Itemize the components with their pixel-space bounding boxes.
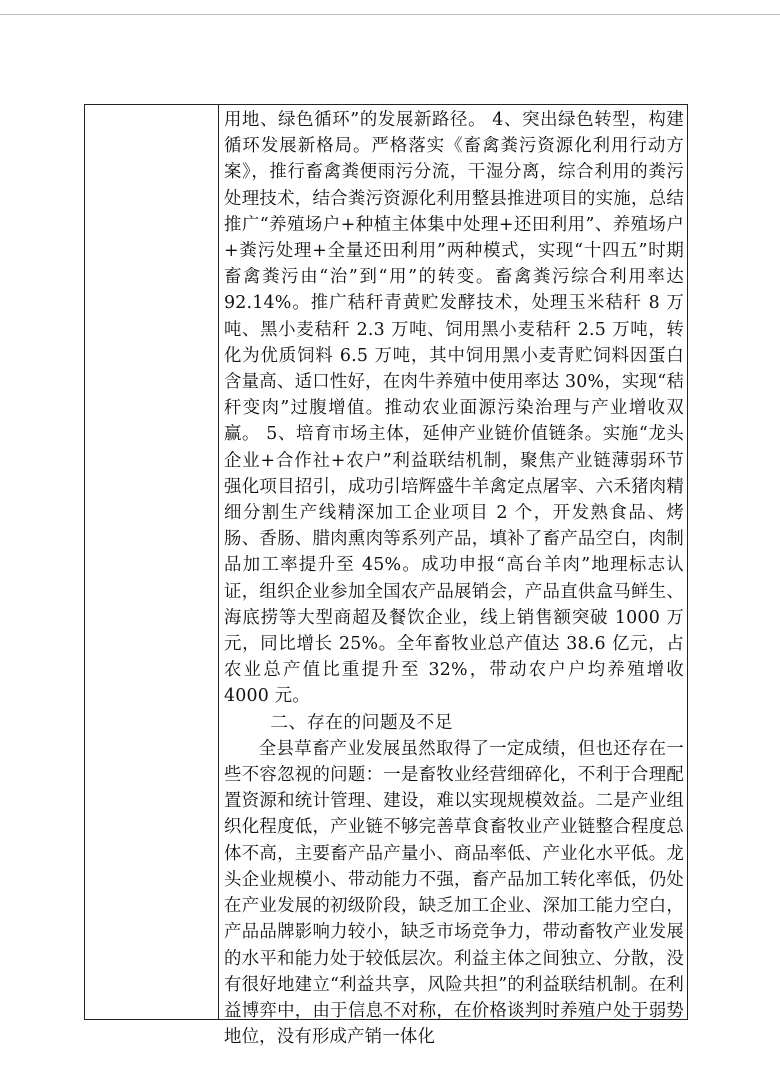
section-heading-problems: 二、存在的问题及不足 — [270, 711, 454, 733]
body-paragraph-problems: 全县草畜产业发展虽然取得了一定成绩，但也还存在一些不容忽视的问题：一是畜牧业经营细碎化，不利于合理配置资源和统计管理、建设，难以实现规模效益。二是产业组织化程度低，产业链不够完善草食畜牧业产业链整合程度总体不高，主要畜产品产量小、商品率低、产业化水平低。龙头企业规模小、带动能力不强，畜产品加工转化率低，仍处在产业发展的初级阶段，缺乏加工企业、深加工能力空白，产品品牌影响力较小，缺乏市场竞争力，带动畜牧产业发展的水平和能力处于较低层次。利益主体之间独立、分散，没有很好地建立“利益共享，风险共担”的利益联结机制。在利益博弈中，由于信息不对称，在价格谈判时养殖户处于弱势地位，没有形成产销一体化 — [224, 738, 684, 1048]
report-form-table — [84, 104, 688, 1048]
table-content-cell — [224, 107, 684, 1050]
table-label-column — [85, 105, 219, 1019]
page-top-rule — [0, 14, 780, 15]
body-paragraph-green-transformation: 用地、绿色循环”的发展新路径。 4、突出绿色转型，构建循环发展新格局。严格落实《畜禽粪污资源化利用行动方案》，推行畜禽粪便雨污分流，干湿分离，综合利用的粪污处理技术，结合粪污资源化利用整县推进项目的实施，总结推广“养殖场户+种植主体集中处理+还田利用”、养殖场户+粪污处理+全量还田利用”两种模式，实现“十四五”时期畜禽粪污由“治”到“用”的转变。畜禽粪污综合利用率达 92.14%。推广秸秆青黄贮发酵技术，处理玉米秸秆 8 万吨、黑小麦秸秆 2.3 万吨、饲用黑小麦秸秆 2.5 万吨，转化为优质饲料 6.5 万吨，其中饲用黑小麦青贮饲料因蛋白含量高、适口性好，在肉牛养殖中使用率达 30%，实现“秸秆变肉”过腹增值。推动农业面源污染治理与产业增收双赢。 5、培育市场主体，延伸产业链价值链条。实施“龙头企业+合作社+农户”利益联结机制，聚焦产业链薄弱环节强化项目招引，成功引培辉盛牛羊禽定点屠宰、六禾猪肉精细分割生产线精深加工企业项目 2 个，开发熟食品、烤肠、香肠、腊肉熏肉等系列产品，填补了畜产品空白，肉制品加工率提升至 45%。成功申报“高台羊肉”地理标志认证，组织企业参加全国农产品展销会，产品直供盒马鲜生、海底捞等大型商超及餐饮企业，线上销售额突破 1000 万元，同比增长 25%。全年畜牧业总产值达 38.6 亿元，占农业总产值比重提升至 32%，带动农户户均养殖增收 4000 元。 — [224, 110, 684, 707]
